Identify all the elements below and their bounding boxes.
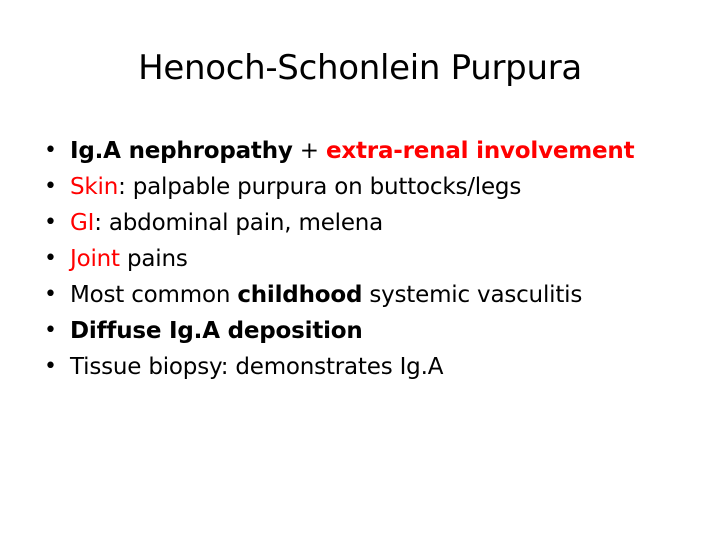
bullet-mark: • (44, 318, 57, 343)
bullet-text (70, 277, 582, 313)
text-segment: childhood (237, 282, 363, 308)
text-segment: Most common (70, 282, 238, 308)
bullet-text (70, 313, 363, 349)
bullet-mark: • (44, 282, 57, 307)
bullet-text (70, 205, 383, 241)
bullet-item-2 (44, 169, 704, 205)
text-segment: Tissue biopsy: demonstrates Ig.A (70, 354, 444, 380)
bullet-mark: • (44, 174, 57, 199)
bullet-item-6 (44, 313, 704, 349)
bullet-text (70, 169, 521, 205)
text-segment: Ig.A nephropathy (70, 138, 293, 164)
bullet-mark: • (44, 138, 57, 163)
bullet-text (70, 241, 188, 277)
text-segment: + (292, 138, 326, 164)
text-segment-highlight: extra-renal involvement (325, 138, 635, 164)
bullet-list (44, 133, 704, 385)
text-segment-highlight: GI (70, 210, 95, 236)
text-segment: Diffuse Ig.A deposition (70, 318, 363, 344)
bullet-mark: • (44, 246, 57, 271)
bullet-mark: • (44, 354, 57, 379)
bullet-item-7 (44, 349, 704, 385)
text-segment-highlight: Skin (70, 174, 119, 200)
text-segment: pains (119, 246, 188, 272)
bullet-text (70, 349, 443, 385)
bullet-item-4 (44, 241, 704, 277)
text-segment: systemic vasculitis (362, 282, 583, 308)
bullet-text (70, 133, 634, 169)
slide-title: Henoch-Schonlein Purpura (138, 48, 582, 88)
bullet-item-1 (44, 133, 704, 169)
bullet-mark: • (44, 210, 57, 235)
text-segment: : abdominal pain, melena (94, 210, 384, 236)
bullet-item-5 (44, 277, 704, 313)
bullet-item-3 (44, 205, 704, 241)
text-segment: : palpable purpura on buttocks/legs (118, 174, 522, 200)
text-segment-highlight: Joint (70, 246, 120, 272)
